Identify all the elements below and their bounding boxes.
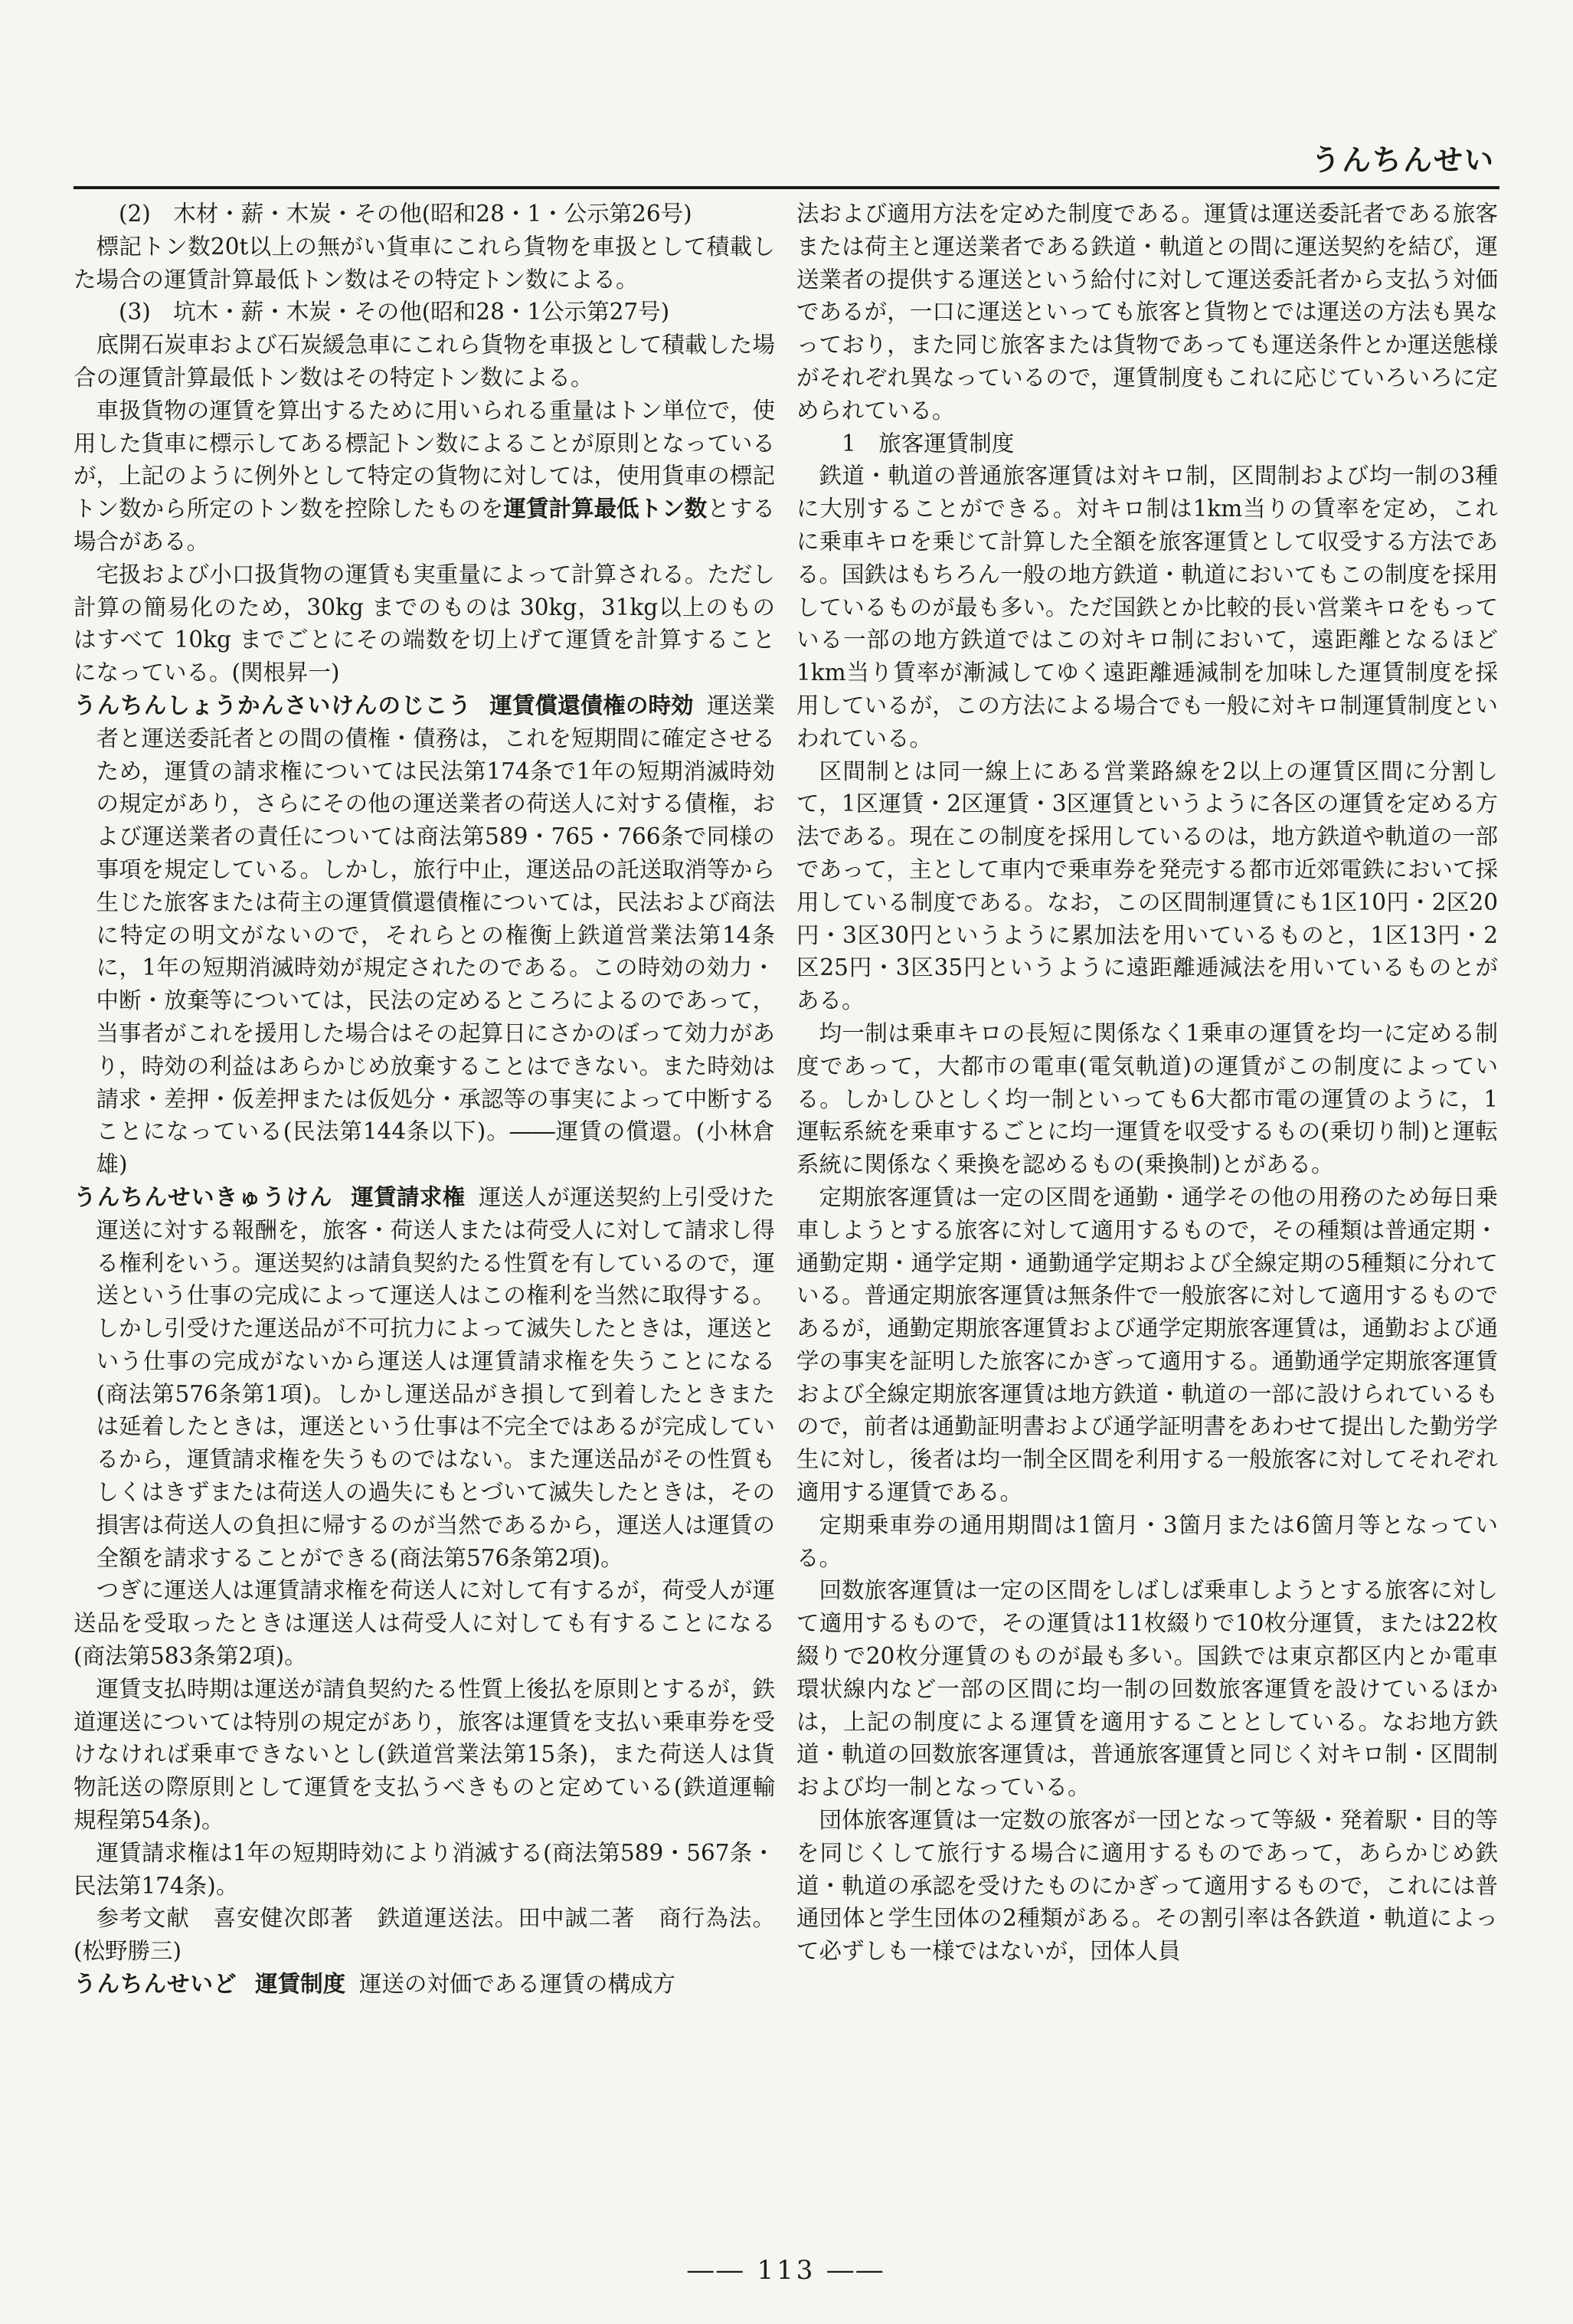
paragraph-group-fare: 団体旅客運賃は一定数の旅客が一団となって等級・発着駅・目的等を同じくして旅行する場合に適用するものであって，あらかじめ鉄道・軌道の承認を受けたものにかぎって適用するもので，これには普通団体と学生団体の2種類がある。その割引率は各鉄道・軌道によって必ずしも一様ではないが，団体人員 (796, 1807, 1498, 1965)
running-header (74, 115, 1499, 184)
references (74, 1902, 775, 1968)
entry-term: 運賃請求権 (351, 1183, 466, 1210)
paragraph-commuter-fare: 定期旅客運賃は一定の区間を通勤・通学その他の用務のため毎日乗車しようとする旅客に対して適用するもので，その種類は普通定期・通勤定期・通学定期・通勤通学定期および全線定期の5種類に分れている。普通定期旅客運賃は無条件で一般旅客に対して適用するものであるが，通勤定期旅客運賃および通学定期旅客運賃は，通勤および通学の事実を証明した旅客にかぎって適用する。通勤通学定期旅客運賃および全線定期旅客運賃は地方鉄道・軌道の一部に設けられているもので，前者は通勤証明書および通学証明書をあわせて提出した勤労学生に対し，後者は均一制全区間を利用する一般旅客に対してそれぞれ適用する運賃である。 (796, 1183, 1498, 1506)
entry-term: 運賃制度 (255, 1971, 346, 1998)
entry-body: 運送人が運送契約上引受けた運送に対する報酬を，旅客・荷送人または荷受人に対して請求し得る権利をいう。運送契約は請負契約たる性質を有しているので，運送という仕事の完成によって運送人はこの権利を当然に取得する。しかし引受けた運送品が不可抗力によって滅失したときは，運送という仕事の完成がないから運送人は運賃請求権を失うことになる(商法第576条第1項)。しかし運送品がき損して到着したときまたは延着したときは，運送という仕事は不完全ではあるが完成しているから，運賃請求権を失うものではない。また運送品がその性質もしくはきずまたは荷送人の過失にもとづいて滅失したときは，その損害は荷送人の負担に帰するのが当然であるから，運送人は運賃の全額を請求することができる(商法第576条第2項)。 (96, 1183, 775, 1571)
paragraph-flat-fare: 均一制は乗車キロの長短に関係なく1乗車の運賃を均一に定める制度であって，大都市の電車(電気軌道)の運賃がこの制度によっている。しかしひとしく均一制といっても6大都市電の運賃のように，1運転系統を乗車するごとに均一運賃を収受するもの(乗切り制)と運転系統に関係なく乗換を認めるもの(乗換制)とがある。 (796, 1020, 1498, 1178)
item-3-body: 底開石炭車および石炭緩急車にこれら貨物を車扱として積載した場合の運賃計算最低トン数はその特定トン数による。 (74, 332, 775, 391)
fare-claim-paragraph-4: 運賃請求権は1年の短期時効により消滅する(商法第589・567条・民法第174条)。 (74, 1839, 775, 1899)
paragraph-parcel (74, 558, 775, 689)
header-rule (74, 186, 1499, 189)
author-attribution: (小林倉雄) (96, 1118, 775, 1178)
header-title: うんちんせい (1310, 143, 1495, 177)
entry-refund-claim-prescription (74, 689, 775, 1181)
right-column (796, 198, 1498, 2250)
paragraph-car-weight (74, 394, 775, 558)
left-column (74, 198, 775, 2250)
item-2-body: 標記トン数20t以上の無がい貨車にこれら貨物を車扱として積載した場合の運賃計算最低トン数はその特定トン数による。 (74, 233, 775, 293)
author-attribution: (松野勝三) (74, 1938, 182, 1965)
author-attribution: (関根昇一) (231, 660, 340, 686)
paragraph-zone-fare: 区間制とは同一線上にある営業路線を2以上の運賃区間に分割して，1区運賃・2区運賃・3区運賃というように各区の運賃を定める方法である。現在この制度を採用しているのは，地方鉄道や軌道の一部であって，主として車内で乗車券を発売する都市近郊電鉄において採用している制度である。なお，この区間制運賃にも1区10円・2区20円・3区30円というように累加法を用いているものと，1区13円・2区25円・3区35円というように遠距離逓減法を用いているものとがある。 (796, 758, 1498, 1014)
emphasis-min-tons: 運賃計算最低トン数 (503, 496, 708, 522)
entry-body: 運送業者と運送委託者との間の債権・債務は，これを短期間に確定させるため，運賃の請求権については民法第174条で1年の短期消滅時効の規定があり，さらにその他の運送業者の荷送人に対する債権，および運送業者の責任については商法第589・765・766条で同様の事項を規定している。しかし，旅行中止，運送品の託送取消等から生じた旅客または荷主の運賃償還債権については，民法および商法に特定の明文がないので，それらとの権衡上鉄道営業法第14条に，1年の短期消滅時効が規定されたのである。この時効の効力・中断・放棄等については，民法の定めるところによるのであって，当事者がこれを援用した場合はその起算日にさかのぼって効力があり，時効の利益はあらかじめ放棄することはできない。また時効は請求・差押・仮差押または仮処分・承認等の事実によって中断することになっている(民法第144条以下)。――運賃の償還。 (96, 692, 775, 1145)
entry-fare-system (74, 1968, 775, 2001)
entry-kana: うんちんせいきゅうけん (74, 1183, 333, 1210)
item-3-heading: (3) 坑木・薪・木炭・その他(昭和28・1公示第27号) (119, 299, 670, 326)
fare-claim-paragraph-2: つぎに運送人は運賃請求権を荷送人に対して有するが，荷受人が運送品を受取ったときは運送人は荷受人に対しても有することになる(商法第583条第2項)。 (74, 1577, 775, 1670)
paragraph-car-weight-end: とする場合がある。 (74, 496, 775, 555)
section-heading-passenger-fare: 1 旅客運賃制度 (842, 430, 1015, 457)
paragraph-commuter-validity: 定期乗車券の通用期間は1箇月・3箇月または6箇月等となっている。 (796, 1511, 1498, 1571)
paragraph-car-weight-text: 車扱貨物の運賃を算出するために用いられる重量はトン単位で，使用した貨車に標示してある標記トン数によることが原則となっているが，上記のように例外として特定の貨物に対しては，使用貨車の標記トン数から所定のトン数を控除したものを (74, 397, 775, 522)
item-2-heading: (2) 木材・薪・木炭・その他(昭和28・1・公示第26号) (119, 201, 692, 227)
references-text: 参考文献 喜安健次郎著 鉄道運送法。田中誠二著 商行為法。 (96, 1905, 775, 1932)
page-number: ―― 113 ―― (687, 2255, 886, 2286)
entry-body: 運送の対価である運賃の構成方 (358, 1971, 675, 1998)
paragraph-distance-fare: 鉄道・軌道の普通旅客運賃は対キロ制，区間制および均一制の3種に大別することができる。対キロ制は1km当りの賃率を定め，これに乗車キロを乗じて計算した全額を旅客運賃として収受する方法である。国鉄はもちろん一般の地方鉄道・軌道においてもこの制度を採用しているものが最も多い。ただ国鉄とか比較的長い営業キロをもっている一部の地方鉄道ではこの対キロ制において，遠距離となるほど1km当り賃率が漸減してゆく遠距離逓減制を加味した運賃制度を採用しているが，この方法による場合でも一般に対キロ制運賃制度といわれている。 (796, 463, 1498, 751)
paragraph-coupon-fare: 回数旅客運賃は一定の区間をしばしば乗車しようとする旅客に対して適用するもので，その運賃は11枚綴りで10枚分運賃，または22枚綴りで20枚分運賃のものが最も多い。国鉄では東京都区内とか電車環状線内など一部の区間に均一制の回数旅客運賃を設けているほかは，上記の制度による運賃を適用することとしている。なお地方鉄道・軌道の回数旅客運賃は，普通旅客運賃と同じく対キロ制・区間制および均一制となっている。 (796, 1577, 1498, 1801)
entry-kana: うんちんしょうかんさいけんのじこう (74, 692, 472, 718)
entry-kana: うんちんせいど (74, 1971, 237, 1998)
entry-term: 運賃償還債権の時効 (489, 692, 694, 718)
paragraph-parcel-text: 宅扱および小口扱貨物の運賃も実重量によって計算される。ただし計算の簡易化のため，30kg までのものは 30kg，31kg以上のものはすべて 10kg までごとにその端数を切上げて運賃を計算することになっている。 (74, 561, 775, 686)
fare-claim-paragraph-3: 運賃支払時期は運送が請負契約たる性質上後払を原則とするが，鉄道運送については特別の規定があり，旅客は運賃を支払い乗車券を受けなければ乗車できないとし(鉄道営業法第15条)，また荷送人は貨物託送の際原則として運賃を支払うべきものと定めている(鉄道運輸規程第54条)。 (74, 1675, 775, 1834)
entry-fare-claim-right (74, 1181, 775, 1575)
fare-system-continued: 法および適用方法を定めた制度である。運賃は運送委託者である旅客または荷主と運送業者である鉄道・軌道との間に運送契約を結び，運送業者の提供する運送という給付に対して運送委託者から支払う対価であるが，一口に運送といっても旅客と貨物とでは運送の方法も異なっており，また同じ旅客または貨物であっても運送条件とか運送態様がそれぞれ異なっているので，運賃制度もこれに応じていろいろに定められている。 (796, 201, 1498, 424)
